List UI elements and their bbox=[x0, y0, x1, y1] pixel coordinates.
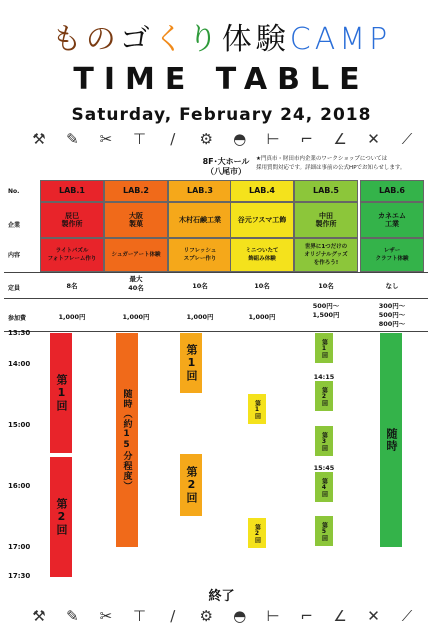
lab2-fee: 1,000円 bbox=[122, 313, 150, 321]
lab4-fee: 1,000円 bbox=[248, 313, 276, 321]
tools-icon: ✕ bbox=[367, 130, 380, 148]
helmet-icon: ◓ bbox=[233, 130, 247, 148]
session-lab5-4: 第4回 bbox=[315, 472, 333, 502]
lab6-no: LAB.6 bbox=[360, 180, 424, 202]
divider bbox=[4, 331, 428, 332]
notice-text bbox=[256, 155, 436, 173]
lab1-fee: 1,000円 bbox=[58, 313, 86, 321]
title-part: CAMP bbox=[289, 22, 392, 57]
wrench-icon: ⚙ bbox=[199, 130, 213, 148]
title-part: 体験 bbox=[221, 22, 290, 57]
row-label-capacity: 定員 bbox=[8, 285, 21, 292]
session-lab5-time: 14:15 bbox=[313, 373, 335, 381]
venue-line: （八尾市） bbox=[206, 167, 246, 176]
lab6-capacity: なし bbox=[385, 282, 399, 290]
lab2-capacity: 最大 40名 bbox=[128, 275, 144, 292]
lab5-company: 中田 製作所 bbox=[294, 202, 358, 238]
row-label-company: 企業 bbox=[8, 222, 21, 229]
venue-line: 8F･大ホール bbox=[202, 157, 250, 166]
lab4-no: LAB.4 bbox=[230, 180, 294, 202]
row-label-fee: 参加費 bbox=[8, 315, 27, 322]
time-label: 14:00 bbox=[8, 360, 31, 368]
lab5-no: LAB.5 bbox=[294, 180, 358, 202]
pipe-icon: ⌐ bbox=[300, 607, 313, 625]
drill-icon: ⊢ bbox=[266, 130, 280, 148]
lab3-content: リフレッシュ スプレー作り bbox=[168, 238, 232, 272]
end-label: 終了 bbox=[208, 589, 235, 604]
notice-line: 採用質問対応です。詳細は事前の公式HPでお知らせします。 bbox=[256, 165, 406, 171]
tool-icon-row-bottom bbox=[28, 605, 418, 627]
roller-icon: ⊤ bbox=[132, 130, 146, 148]
divider bbox=[4, 298, 428, 299]
lab1-capacity: 8名 bbox=[66, 282, 78, 290]
knife-icon: ⟋ bbox=[401, 607, 413, 625]
session-lab5-5: 第5回 bbox=[315, 516, 333, 546]
row-label-no: No. bbox=[8, 188, 20, 195]
event-date: Saturday, February 24, 2018 bbox=[71, 105, 372, 125]
brush-icon: ✎ bbox=[66, 130, 79, 148]
screwdriver-icon: ∕ bbox=[170, 607, 176, 625]
roller-icon: ⊤ bbox=[132, 607, 146, 625]
drill-icon: ⊢ bbox=[266, 607, 280, 625]
time-label: 17:00 bbox=[8, 543, 31, 551]
hammer-icon: ⚒ bbox=[32, 607, 46, 625]
session-lab5-2: 第2回 bbox=[315, 381, 333, 411]
helmet-icon: ◓ bbox=[233, 607, 247, 625]
pliers-icon: ✂ bbox=[99, 130, 113, 148]
notice-line: ★門真市・財田市内企業のワークショップについては bbox=[256, 156, 388, 162]
pipe-icon: ⌐ bbox=[300, 130, 313, 148]
session-lab3-second: 第2回 bbox=[180, 454, 202, 516]
title-part: り bbox=[187, 22, 222, 57]
lab1-no: LAB.1 bbox=[40, 180, 104, 202]
time-label: 15:00 bbox=[8, 421, 31, 429]
venue bbox=[186, 157, 266, 177]
ruler-icon: ∠ bbox=[333, 607, 347, 625]
lab4-capacity: 10名 bbox=[254, 282, 270, 290]
wrench-icon: ⚙ bbox=[199, 607, 213, 625]
time-label: 17:30 bbox=[8, 572, 31, 580]
lab2-content: シュガーアート体験 bbox=[104, 238, 168, 272]
time-label: 13:30 bbox=[8, 329, 31, 337]
session-lab4-first: 第1回 bbox=[248, 394, 266, 424]
session-lab1-second: 第2回 bbox=[50, 457, 72, 577]
page-subtitle: TIME TABLE bbox=[73, 62, 370, 97]
lab6-company: カネエム 工業 bbox=[360, 202, 424, 238]
divider bbox=[4, 272, 428, 273]
session-lab1-first: 第1回 bbox=[50, 333, 72, 453]
title-part: ゴ bbox=[119, 22, 154, 57]
lab4-company: 谷元フスマ工飾 bbox=[230, 202, 294, 238]
lab3-company: 木村石鹸工業 bbox=[168, 202, 232, 238]
lab3-fee: 1,000円 bbox=[186, 313, 214, 321]
lab1-content: ライトパズル フォトフレーム作り bbox=[40, 238, 104, 272]
knife-icon: ⟋ bbox=[401, 130, 413, 148]
lab2-company: 大阪 製菓 bbox=[104, 202, 168, 238]
lab4-content: ミニついたて 飾組み体験 bbox=[230, 238, 294, 272]
lab3-capacity: 10名 bbox=[192, 282, 208, 290]
lab6-content: レザー クラフト体験 bbox=[360, 238, 424, 272]
session-lab4-second: 第2回 bbox=[248, 518, 266, 548]
tool-icon-row-top bbox=[28, 128, 418, 150]
lab5-content: 世界に1つだけの オリジナルグッズ を作ろう! bbox=[294, 238, 358, 272]
lab5-capacity: 10名 bbox=[318, 282, 334, 290]
session-lab2: 随時（約15分程度） bbox=[116, 333, 138, 547]
lab1-company: 辰巳 製作所 bbox=[40, 202, 104, 238]
brush-icon: ✎ bbox=[66, 607, 79, 625]
lab6-fee: 300円～ 500円～ 800円～ bbox=[378, 302, 406, 328]
ruler-icon: ∠ bbox=[333, 130, 347, 148]
tools-icon: ✕ bbox=[367, 607, 380, 625]
timetable bbox=[4, 176, 428, 578]
session-lab3-first: 第1回 bbox=[180, 333, 202, 393]
lab2-no: LAB.2 bbox=[104, 180, 168, 202]
hammer-icon: ⚒ bbox=[32, 130, 46, 148]
pliers-icon: ✂ bbox=[99, 607, 113, 625]
time-label: 16:00 bbox=[8, 482, 31, 490]
screwdriver-icon: ∕ bbox=[170, 130, 176, 148]
event-title bbox=[0, 14, 443, 58]
lab5-fee: 500円～ 1,500円 bbox=[312, 302, 340, 319]
session-lab5-3: 第3回 bbox=[315, 426, 333, 456]
session-lab5-time: 15:45 bbox=[313, 464, 335, 472]
lab3-no: LAB.3 bbox=[168, 180, 232, 202]
title-part: く bbox=[153, 22, 188, 57]
row-label-content: 内容 bbox=[8, 252, 21, 259]
title-part: もの bbox=[51, 22, 120, 57]
session-lab6: 随時 bbox=[380, 333, 402, 547]
session-lab5-1: 第1回 bbox=[315, 333, 333, 363]
